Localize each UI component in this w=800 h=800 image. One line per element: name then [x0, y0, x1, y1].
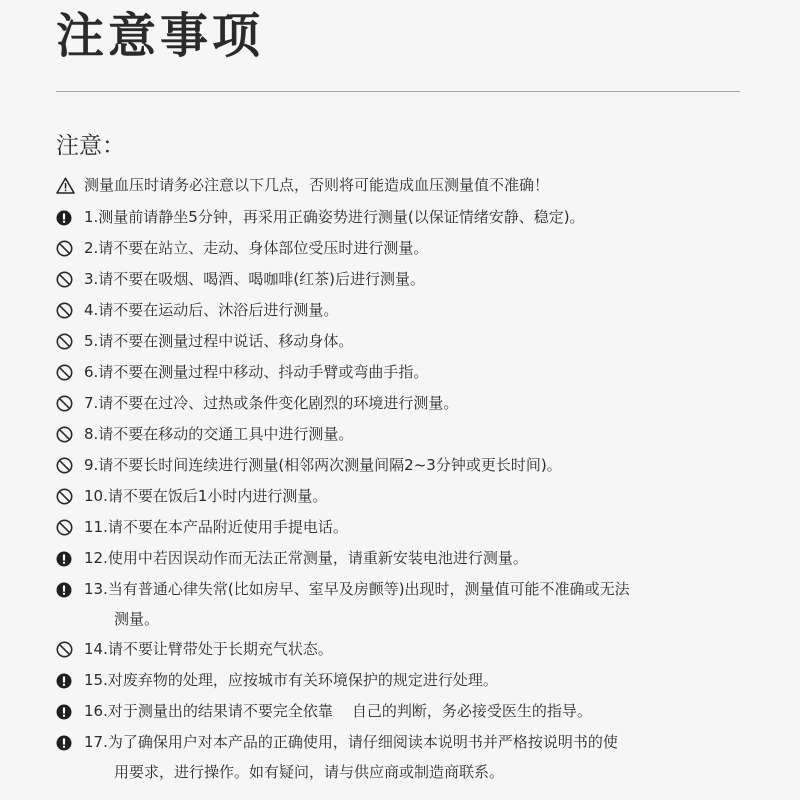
list-item: 12.使用中若因误动作而无法正常测量，请重新安装电池进行测量。 [56, 543, 756, 574]
exclamation-circle-icon [56, 665, 84, 696]
warning-row [56, 174, 549, 196]
exclamation-circle-icon [56, 574, 84, 605]
list-item: 6.请不要在测量过程中移动、抖动手臂或弯曲手指。 [56, 357, 756, 388]
prohibited-icon [56, 233, 84, 264]
list-item: 2.请不要在站立、走动、身体部位受压时进行测量。 [56, 233, 756, 264]
prohibited-icon [56, 264, 84, 295]
prohibited-icon [56, 634, 84, 665]
list-item: 17.为了确保用户对本产品的正确使用，请仔细阅读本说明书并严格按说明书的使 用要求，进行操作。如有疑问，请与供应商或制造商联系。 [56, 727, 756, 787]
prohibited-icon [56, 326, 84, 357]
list-item: 16.对于测量出的结果请不要完全依靠 自己的判断，务必接受医生的指导。 [56, 696, 756, 727]
list-item: 11.请不要在本产品附近使用手提电话。 [56, 512, 756, 543]
notice-list [56, 202, 756, 787]
list-item: 15.对废弃物的处理，应按城市有关环境保护的规定进行处理。 [56, 665, 756, 696]
list-item: 1.测量前请静坐5分钟，再采用正确姿势进行测量(以保证情绪安静、稳定)。 [56, 202, 756, 233]
prohibited-icon [56, 419, 84, 450]
title-divider [56, 91, 740, 92]
list-item: 9.请不要长时间连续进行测量(相邻两次测量间隔2~3分钟或更长时间)。 [56, 450, 756, 481]
list-item: 10.请不要在饭后1小时内进行测量。 [56, 481, 756, 512]
list-item: 4.请不要在运动后、沐浴后进行测量。 [56, 295, 756, 326]
list-item: 5.请不要在测量过程中说话、移动身体。 [56, 326, 756, 357]
prohibited-icon [56, 450, 84, 481]
list-item: 13.当有普通心律失常(比如房早、室早及房颤等)出现时，测量值可能不准确或无法 测量。 [56, 574, 756, 634]
list-item: 7.请不要在过冷、过热或条件变化剧烈的环境进行测量。 [56, 388, 756, 419]
exclamation-circle-icon [56, 696, 84, 727]
prohibited-icon [56, 295, 84, 326]
prohibited-icon [56, 388, 84, 419]
prohibited-icon [56, 357, 84, 388]
exclamation-circle-icon [56, 202, 84, 233]
list-item: 8.请不要在移动的交通工具中进行测量。 [56, 419, 756, 450]
exclamation-circle-icon [56, 543, 84, 574]
prohibited-icon [56, 512, 84, 543]
list-item: 14.请不要让臂带处于长期充气状态。 [56, 634, 756, 665]
section-heading: 注意： [56, 133, 125, 159]
page-title: 注意事项 [56, 8, 265, 64]
warning-triangle-icon [56, 174, 84, 196]
warning-text: 测量血压时请务必注意以下几点，否则将可能造成血压测量值不准确！ [84, 176, 550, 194]
prohibited-icon [56, 481, 84, 512]
list-item: 3.请不要在吸烟、喝酒、喝咖啡(红茶)后进行测量。 [56, 264, 756, 295]
exclamation-circle-icon [56, 727, 84, 758]
